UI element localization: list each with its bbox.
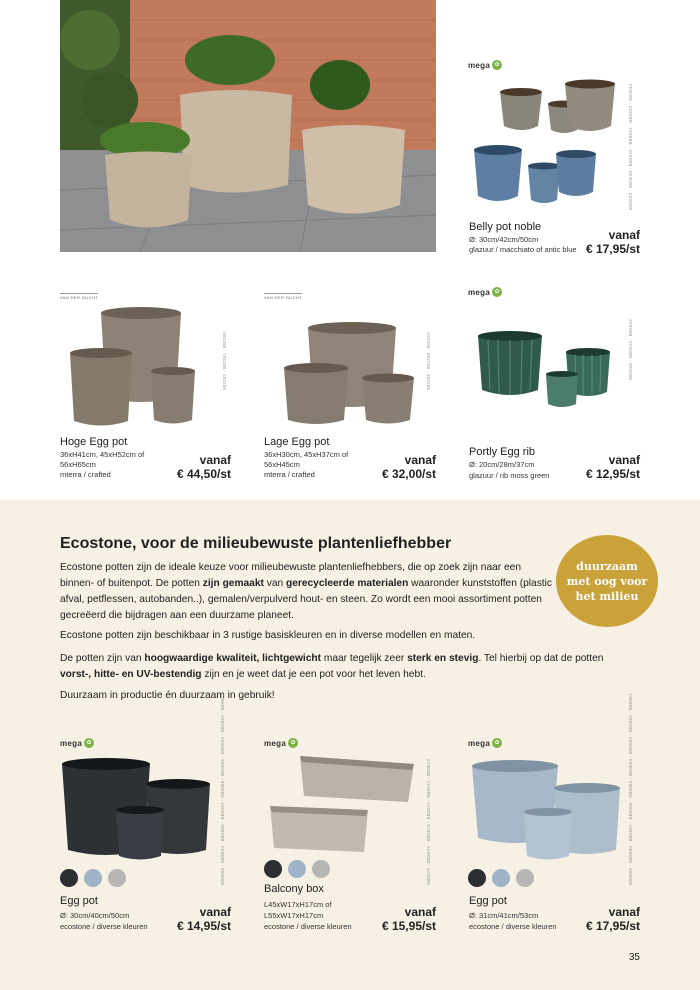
swatch-blue bbox=[288, 860, 306, 878]
product-codes: BB9660 · BB9659 · BB9658 · BB9657 · BB9656 · BB9655 · BB9654 · BB9653 · BB9652 bbox=[220, 693, 225, 885]
product-name: Egg pot bbox=[469, 895, 507, 907]
product-name: Egg pot bbox=[60, 895, 98, 907]
leaf-icon: ✿ bbox=[492, 738, 502, 748]
product-vanaf: vanaf bbox=[404, 453, 436, 467]
product-price: € 32,00/st bbox=[381, 467, 436, 481]
swatch-grey bbox=[312, 860, 330, 878]
leaf-icon: ✿ bbox=[84, 738, 94, 748]
badge-line-1: duurzaam bbox=[576, 559, 638, 573]
color-swatches bbox=[264, 860, 336, 883]
leaf-icon: ✿ bbox=[492, 287, 502, 297]
leaf-icon: ✿ bbox=[288, 738, 298, 748]
brand-logo-vdg: VAN DER GUCHT bbox=[264, 295, 303, 300]
brand-logo-mega: mega ✿ bbox=[264, 738, 298, 748]
sustainability-badge bbox=[556, 535, 658, 627]
product-codes: BB9645 · BB9644 · BB9643 bbox=[628, 319, 633, 380]
swatch-anthracite bbox=[264, 860, 282, 878]
leaf-icon: ✿ bbox=[492, 60, 502, 70]
product-material: ecostone / diverse kleuren bbox=[60, 922, 148, 931]
badge-line-2: met oog voor bbox=[566, 574, 648, 588]
brand-logo-mega: mega ✿ bbox=[468, 287, 502, 297]
product-material: mterra / crafted bbox=[60, 470, 111, 479]
product-size-2: 56xH65cm bbox=[60, 460, 96, 469]
product-name: Belly pot noble bbox=[469, 221, 542, 233]
product-image-egg-pot-anthracite bbox=[60, 758, 215, 863]
product-material: mterra / crafted bbox=[264, 470, 315, 479]
brand-logo-mega: mega ✿ bbox=[468, 60, 502, 70]
product-codes: BB9669 · BB9668 · BB9667 · BB9666 · BB9665 · BB9664 · BB9663 · BB9662 · BB9661 bbox=[628, 693, 633, 885]
badge-line-3: het milieu bbox=[575, 589, 639, 603]
hero-photo bbox=[60, 0, 436, 252]
product-price: € 15,95/st bbox=[381, 919, 436, 933]
product-material: glazuur / macchiato of antic blue bbox=[469, 245, 577, 254]
brand-logo-mega: mega ✿ bbox=[468, 738, 502, 748]
product-vanaf: vanaf bbox=[199, 905, 231, 919]
product-price: € 17,95/st bbox=[585, 919, 640, 933]
product-name: Portly Egg rib bbox=[469, 446, 536, 458]
product-size: 36xH30cm, 45xH37cm of bbox=[264, 450, 349, 459]
product-size-2: 56xH45cm bbox=[264, 460, 300, 469]
product-price: € 14,95/st bbox=[176, 919, 231, 933]
swatch-grey bbox=[516, 869, 534, 887]
product-size: Ø: 31cm/41cm/53cm bbox=[469, 911, 539, 920]
product-codes: BB9633 · BB9630 · BB9629 · BB9631 · BB9632 · BB9634 bbox=[628, 83, 633, 210]
product-size: Ø: 30cm/40cm/50cm bbox=[60, 911, 130, 920]
product-image-belly-pot bbox=[470, 78, 620, 208]
product-vanaf: vanaf bbox=[404, 905, 436, 919]
page-number: 35 bbox=[628, 952, 640, 963]
product-size: 36xH41cm, 45xH52cm of bbox=[60, 450, 145, 459]
product-vanaf: vanaf bbox=[199, 453, 231, 467]
product-name: Hoge Egg pot bbox=[60, 436, 128, 448]
swatch-grey bbox=[108, 869, 126, 887]
product-image-lage-egg-pot bbox=[280, 320, 420, 430]
product-codes: 882262 · 882261 · 882260 bbox=[222, 332, 227, 390]
ecostone-paragraph-3: De potten zijn van hoogwaardige kwaliteit, lichtgewicht maar tegelijk zeer sterk en stevig. Tel hierbij op dat de potten vorst-, hitte- en UV-bestendig zijn en je weet dat je een pot voor het leven hebt. bbox=[60, 653, 604, 680]
swatch-anthracite bbox=[468, 869, 486, 887]
color-swatches bbox=[60, 869, 132, 892]
product-size-2: L55xW17xH17cm bbox=[264, 911, 324, 920]
product-image-portly-egg-rib bbox=[476, 330, 616, 410]
product-material: ecostone / diverse kleuren bbox=[469, 922, 557, 931]
product-name: Balcony box bbox=[264, 883, 324, 895]
product-vanaf: vanaf bbox=[608, 453, 640, 467]
product-codes: 882259 · 882258 · 882257 bbox=[426, 332, 431, 390]
product-codes: BB9675 · BB9674 · BB9673 · BB9672 · BB9671 · BB9670 bbox=[426, 758, 431, 885]
product-price: € 44,50/st bbox=[176, 467, 231, 481]
product-material: ecostone / diverse kleuren bbox=[264, 922, 352, 931]
product-vanaf: vanaf bbox=[608, 905, 640, 919]
product-size: Ø: 20cm/28m/37cm bbox=[469, 460, 535, 469]
product-vanaf: vanaf bbox=[608, 228, 640, 242]
product-image-egg-pot-light bbox=[470, 758, 625, 863]
swatch-anthracite bbox=[60, 869, 78, 887]
brand-logo-vdg: VAN DER GUCHT bbox=[60, 295, 99, 300]
product-image-hoge-egg-pot bbox=[65, 305, 215, 430]
swatch-blue bbox=[492, 869, 510, 887]
product-size: Ø: 30cm/42cm/50cm bbox=[469, 235, 539, 244]
product-size: L45xW17xH17cm of bbox=[264, 900, 332, 909]
ecostone-paragraph-2: Ecostone potten zijn beschikbaar in 3 rustige basiskleuren en in diverse modellen en maten. bbox=[60, 630, 476, 641]
product-image-balcony-box bbox=[268, 752, 418, 857]
product-price: € 12,95/st bbox=[585, 467, 640, 481]
swatch-blue bbox=[84, 869, 102, 887]
color-swatches bbox=[468, 869, 540, 892]
brand-logo-mega: mega ✿ bbox=[60, 738, 94, 748]
ecostone-paragraph-4: Duurzaam in productie én duurzaam in gebruik! bbox=[60, 690, 275, 701]
product-name: Lage Egg pot bbox=[264, 436, 330, 448]
ecostone-paragraph-1: Ecostone potten zijn de ideale keuze voor milieubewuste plantenliefhebbers, die op zoek zijn naar een binnen- of buitenpot. De potten zijn gemaakt van gerecycleerde materialen waaronder kunststoffen (plastic afval, petflessen, autobanden..), gemalen/verpulverd hout- en steen. Zo wordt een mooi assortiment potten gecreëerd die bijdragen aan een duurzame planeet. bbox=[60, 562, 552, 621]
product-price: € 17,95/st bbox=[585, 242, 640, 256]
product-material: glazuur / rib moss green bbox=[469, 471, 550, 480]
ecostone-title: Ecostone, voor de milieubewuste plantenliefhebber bbox=[60, 535, 452, 552]
